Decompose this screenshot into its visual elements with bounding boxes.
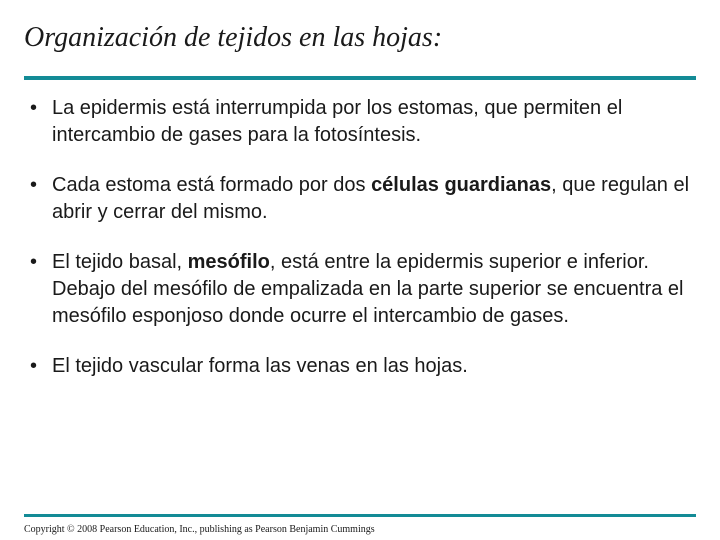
term-mesofilo: mesófilo	[187, 251, 270, 273]
term-celulas-guardianas: células guardianas	[371, 174, 552, 196]
bullet-text: , que regulan el abrir y cerrar del mismo.	[52, 174, 690, 223]
bullet-text: , está entre la epidermis superior e inferior. Debajo del mesófilo de empalizada en la parte superior se encuentra el mesófilo esponjoso donde ocurre el intercambio de gases.	[52, 251, 684, 327]
bullet-item-estoma	[24, 172, 696, 226]
bullet-text: Cada estoma está formado por dos	[52, 174, 372, 196]
slide-title: Organización de tejidos en las hojas:	[24, 22, 443, 53]
copyright-notice: Copyright © 2008 Pearson Education, Inc., publishing as Pearson Benjamin Cummings	[24, 524, 375, 535]
bullet-item-tejido-vascular	[24, 353, 696, 380]
bullet-dot: •	[30, 174, 38, 196]
bullet-item-epidermis	[24, 95, 696, 149]
bullet-dot: •	[30, 251, 38, 273]
bullet-text: El tejido vascular forma las venas en las hojas.	[52, 355, 468, 377]
bullet-text: El tejido basal,	[52, 251, 188, 273]
bullet-dot: •	[30, 97, 38, 119]
title-divider	[24, 76, 696, 80]
bullet-list	[24, 95, 696, 403]
bullet-item-mesofilo	[24, 249, 696, 330]
bullet-text: La epidermis está interrumpida por los estomas, que permiten el intercambio de gases para la fotosíntesis.	[52, 97, 623, 146]
bullet-dot: •	[30, 355, 38, 377]
footer-divider	[24, 514, 696, 517]
